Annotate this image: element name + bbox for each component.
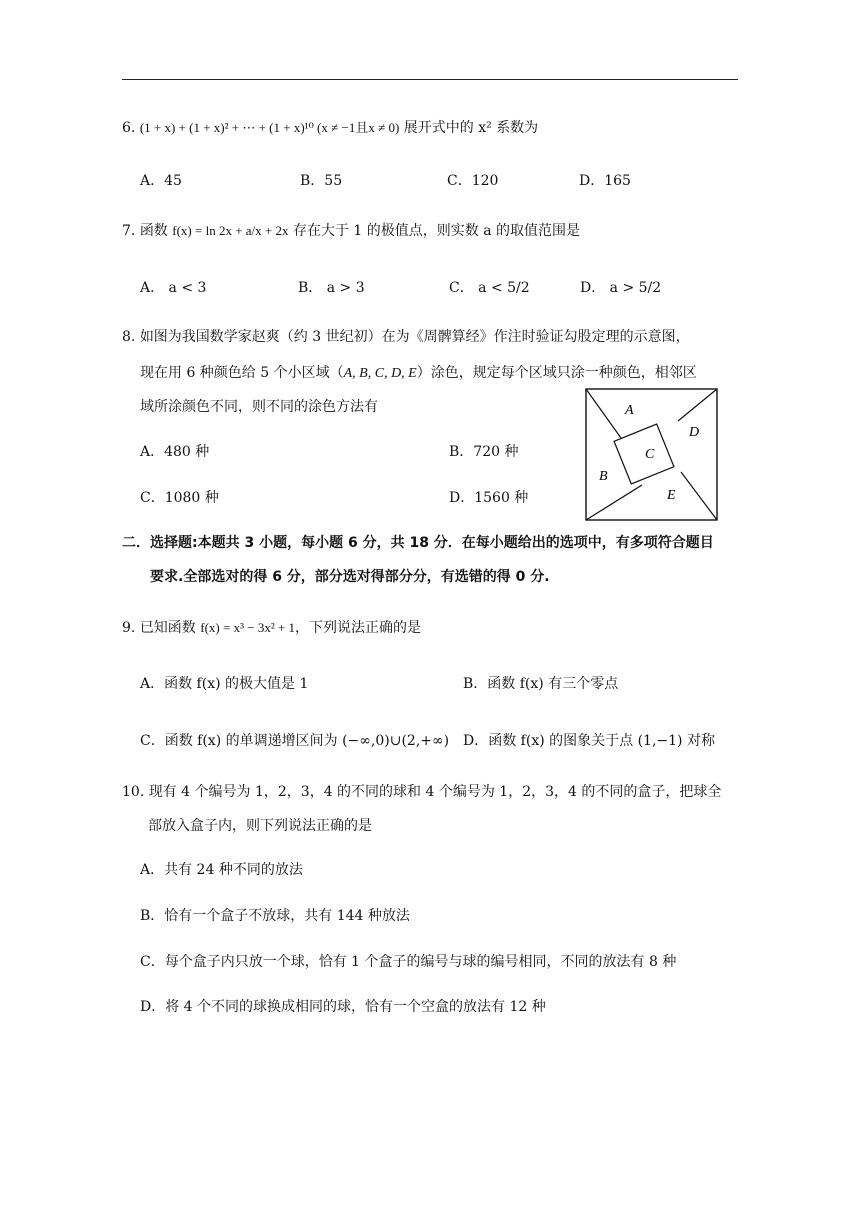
question-10-line-1: 10. 现有 4 个编号为 1，2，3，4 的不同的球和 4 个编号为 1，2，3，4 的不同的盒子，把球全 xyxy=(122,784,722,800)
question-number: 7. xyxy=(122,223,136,239)
option-d: D．1560 种 xyxy=(449,490,529,506)
region-e-label: E xyxy=(667,488,676,503)
option-b: B．720 种 xyxy=(449,444,519,460)
option-b: B．恰有一个盒子不放球，共有 144 种放法 xyxy=(140,908,410,924)
question-8-regions: A, B, C, D, E xyxy=(343,366,417,381)
region-a-label: A xyxy=(625,403,634,418)
option-b: B．函数 f(x) 有三个零点 xyxy=(463,676,619,692)
option-d: D．函数 f(x) 的图象关于点 (1,−1) 对称 xyxy=(463,733,715,749)
option-c: C． a < 5/2 xyxy=(449,280,530,296)
question-7-formula: f(x) = ln 2x + a/x + 2x xyxy=(172,223,289,238)
question-8-line-3: 域所涂颜色不同，则不同的涂色方法有 xyxy=(140,399,378,415)
question-7-suffix: 存在大于 1 的极值点，则实数 a 的取值范围是 xyxy=(292,223,581,239)
region-c-label: C xyxy=(645,447,655,462)
header-rule xyxy=(122,79,738,80)
question-8-line-1 xyxy=(122,326,690,346)
question-6 xyxy=(122,117,538,137)
region-b-label: B xyxy=(599,469,608,484)
question-8-text-a: 现在用 6 种颜色给 5 个小区域（ xyxy=(140,365,344,381)
option-d: D．165 xyxy=(579,173,631,189)
option-a: A．函数 f(x) 的极大值是 1 xyxy=(140,676,309,692)
option-c: C．函数 f(x) 的单调递增区间为 (−∞,0)∪(2,+∞) xyxy=(140,733,450,749)
option-d: D． a > 5/2 xyxy=(580,280,662,296)
question-number: 9. xyxy=(122,620,136,636)
region-d-label: D xyxy=(689,425,700,440)
option-b: B． a > 3 xyxy=(298,280,365,296)
question-number: 8. xyxy=(122,329,136,345)
question-number: 6. xyxy=(122,120,136,136)
question-8-text-b: ）涂色，规定每个区域只涂一种颜色，相邻区 xyxy=(416,365,697,381)
question-9-suffix: ，下列说法正确的是 xyxy=(295,620,422,636)
question-9 xyxy=(122,617,421,637)
question-6-text: 展开式中的 x² 系数为 xyxy=(403,120,539,136)
question-7-prefix: 函数 xyxy=(139,223,168,239)
question-9-formula: f(x) = x³ − 3x² + 1 xyxy=(200,620,296,635)
question-8-line-2 xyxy=(140,362,697,382)
option-c: C．120 xyxy=(447,173,499,189)
question-7 xyxy=(122,220,580,240)
question-6-formula: (1 + x) + (1 + x)² + ⋯ + (1 + x)¹⁰ (x ≠ −1且x ≠ 0) xyxy=(139,120,400,135)
option-c: C．1080 种 xyxy=(140,490,219,506)
question-9-prefix: 已知函数 xyxy=(139,620,196,636)
option-a: A．480 种 xyxy=(140,444,210,460)
section-2-heading-line-2: 要求.全部选对的得 6 分，部分选对得部分分，有选错的得 0 分. xyxy=(150,569,550,585)
option-b: B．55 xyxy=(300,173,343,189)
zhao-shuang-diagram xyxy=(585,388,718,521)
option-d: D．将 4 个不同的球换成相同的球，恰有一个空盒的放法有 12 种 xyxy=(140,999,546,1015)
option-a: A．共有 24 种不同的放法 xyxy=(140,862,303,878)
option-a: A．45 xyxy=(140,173,182,189)
option-c: C．每个盒子内只放一个球，恰有 1 个盒子的编号与球的编号相同，不同的放法有 8 种 xyxy=(140,954,677,970)
question-10-line-2: 部放入盒子内，则下列说法正确的是 xyxy=(148,818,372,834)
section-2-heading-line-1: 二．选择题:本题共 3 小题，每小题 6 分，共 18 分．在每小题给出的选项中，有多项符合题目 xyxy=(122,535,714,551)
option-a: A． a < 3 xyxy=(140,280,207,296)
question-8-text: 如图为我国数学家赵爽（约 3 世纪初）在为《周髀算经》作注时验证勾股定理的示意图， xyxy=(139,329,690,345)
